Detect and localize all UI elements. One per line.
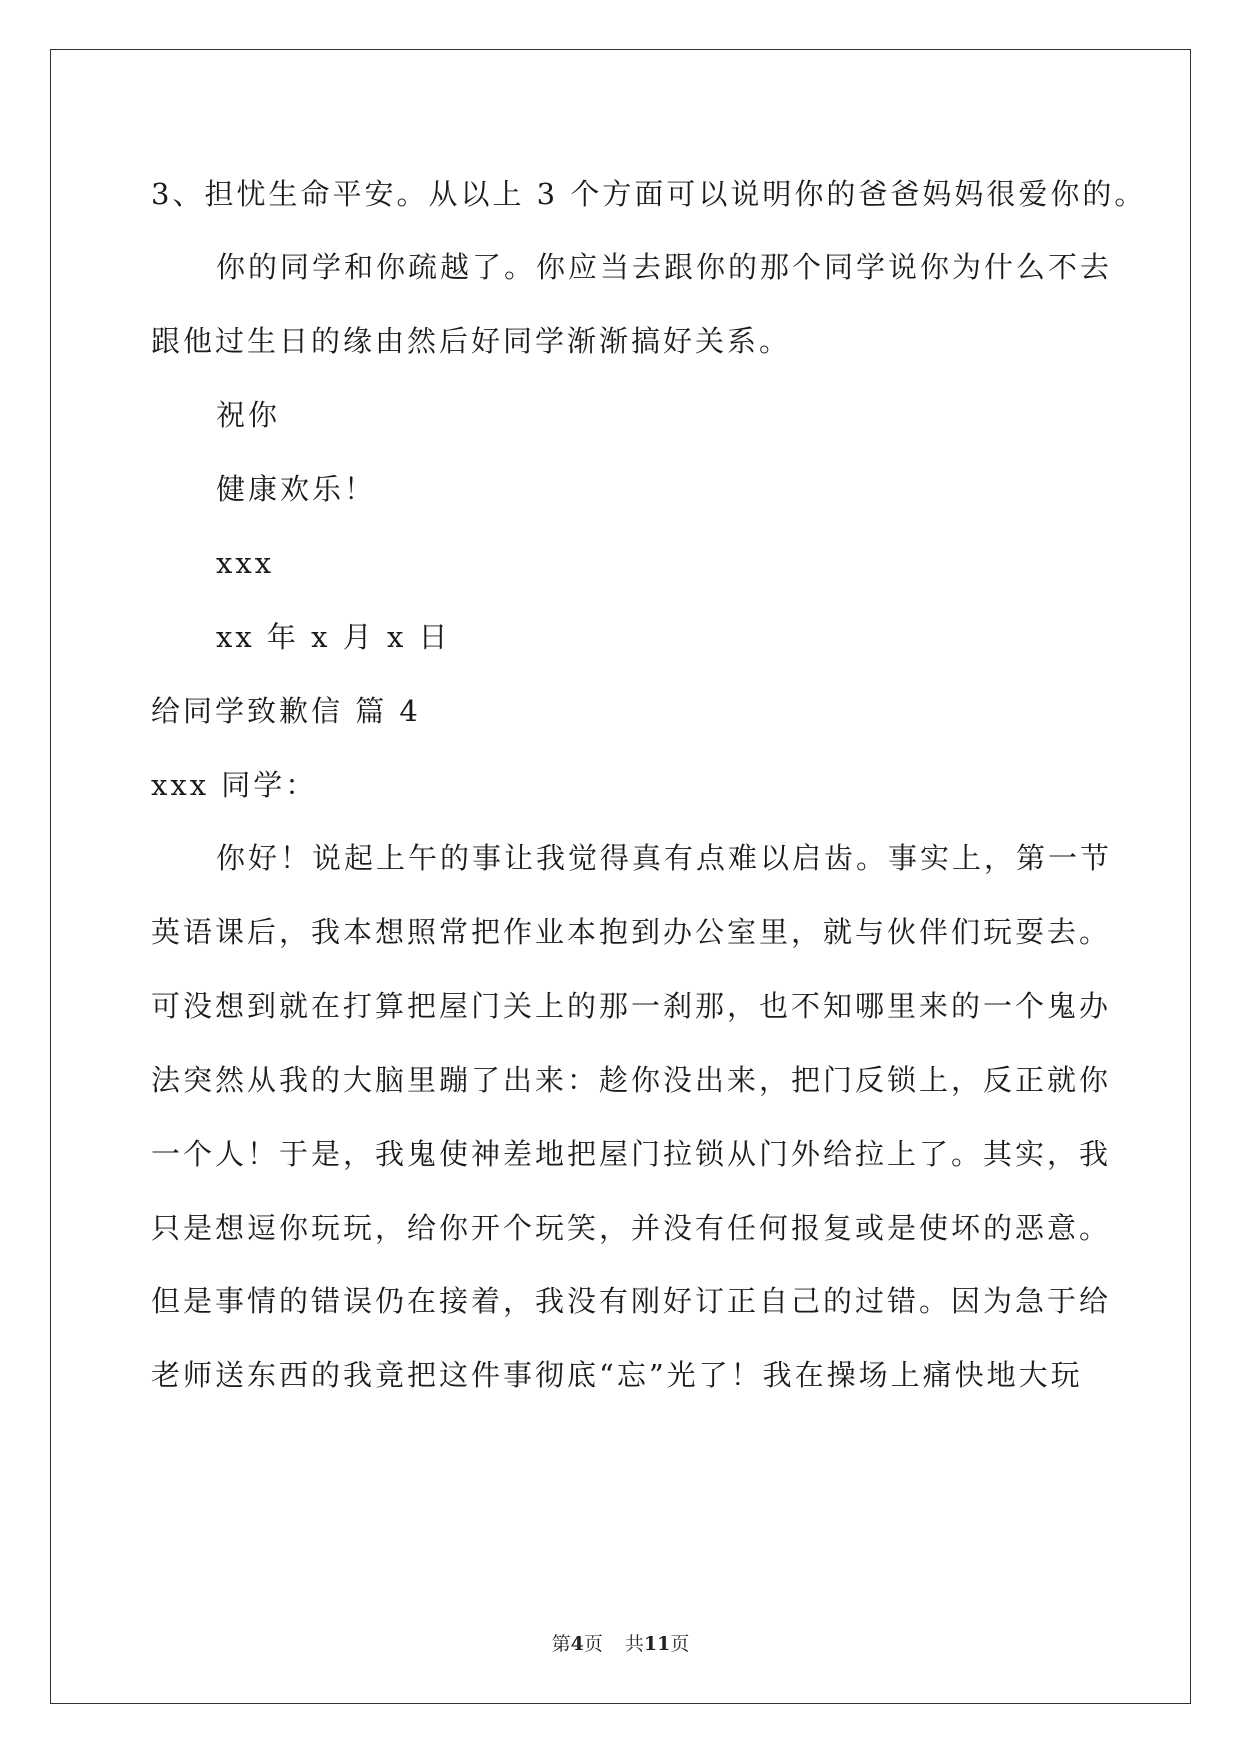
text-line: 3、担忧生命平安。从以上 3 个方面可以说明你的爸爸妈妈很爱你的。 <box>151 177 1147 211</box>
signature: xxx <box>216 546 275 580</box>
paragraph-line: 你好！说起上午的事让我觉得真有点难以启齿。事实上，第一节 <box>216 841 1113 875</box>
page-number: 第4页 <box>551 1633 603 1655</box>
salutation: xxx 同学： <box>151 768 318 802</box>
text-line: 可没想到就在打算把屋门关上的那一刹那，也不知哪里来的一个鬼办 <box>151 989 1112 1023</box>
page-total: 共11页 <box>624 1633 690 1655</box>
text-line: 老师送东西的我竟把这件事彻底“忘”光了！我在操场上痛快地大玩 <box>151 1358 1083 1392</box>
paragraph-line: 你的同学和你疏越了。你应当去跟你的那个同学说你为什么不去 <box>216 250 1113 284</box>
text-line: 只是想逗你玩玩，给你开个玩笑，并没有任何报复或是使坏的恶意。 <box>151 1211 1112 1245</box>
section-heading: 给同学致歉信 篇 4 <box>151 694 421 728</box>
document-body <box>151 0 1147 1700</box>
text-line: 但是事情的错误仍在接着，我没有刚好订正自己的过错。因为急于给 <box>151 1284 1112 1318</box>
closing-wish: 健康欢乐！ <box>216 472 377 506</box>
text-line: 英语课后，我本想照常把作业本抱到办公室里，就与伙伴们玩耍去。 <box>151 915 1112 949</box>
date-line: xx 年 x 月 x 日 <box>216 620 451 654</box>
text-line: 法突然从我的大脑里蹦了出来：趁你没出来，把门反锁上，反正就你 <box>151 1063 1112 1097</box>
closing-greeting: 祝你 <box>216 398 281 432</box>
text-line: 跟他过生日的缘由然后好同学渐渐搞好关系。 <box>151 324 792 358</box>
page-footer <box>0 1632 1241 1656</box>
text-line: 一个人！于是，我鬼使神差地把屋门拉锁从门外给拉上了。其实，我 <box>151 1137 1112 1171</box>
